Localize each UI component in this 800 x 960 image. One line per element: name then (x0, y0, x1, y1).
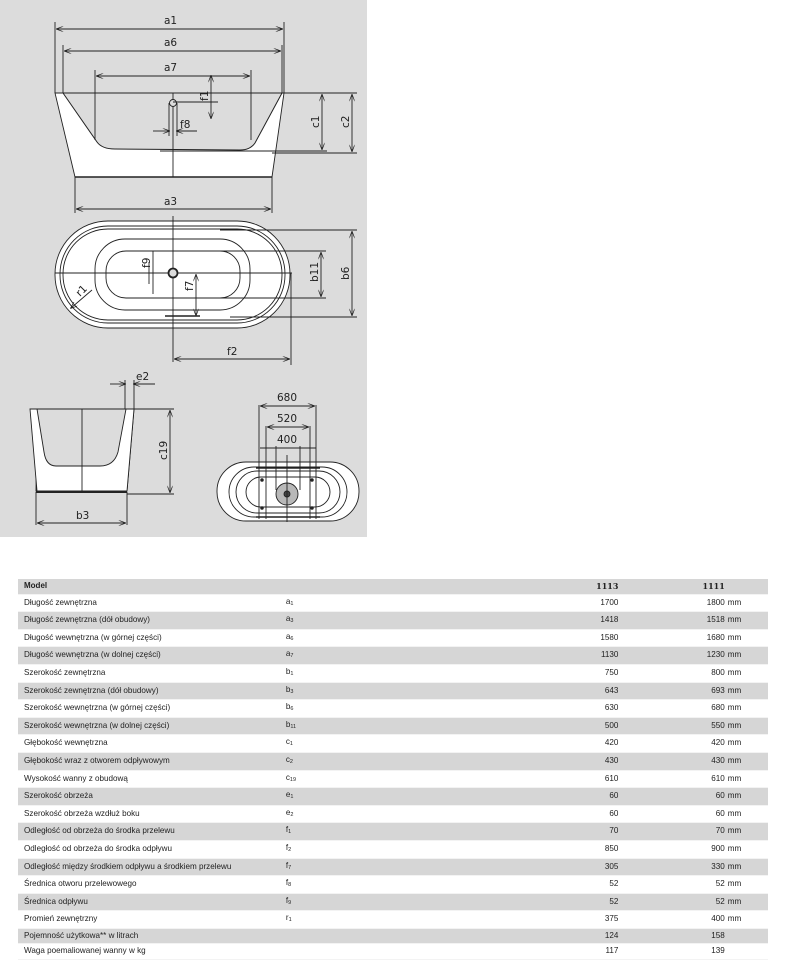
row-symbol (284, 612, 479, 630)
value-1113: 52 (479, 893, 619, 911)
table-row (18, 664, 768, 682)
table-row (18, 893, 768, 911)
symbol-letter: f (285, 860, 289, 870)
table-row (18, 928, 768, 944)
table-row (18, 823, 768, 841)
row-symbol (284, 823, 479, 841)
technical-drawing (0, 0, 367, 537)
dim-f1: f1 (199, 90, 211, 101)
value-1111: 1680 (618, 629, 724, 647)
specifications-table (18, 579, 768, 960)
symbol-letter: c (285, 737, 290, 747)
unit: mm (725, 893, 768, 911)
symbol-index: 8 (288, 882, 292, 889)
value-1113: 70 (479, 823, 619, 841)
unit: mm (725, 752, 768, 770)
row-label: Waga poemaliowanej wanny w kg (18, 944, 284, 960)
value-1113: 500 (479, 717, 619, 735)
row-label: Promień zewnętrzny (18, 911, 284, 929)
value-1113: 1700 (479, 594, 619, 612)
row-symbol (284, 893, 479, 911)
row-symbol (284, 664, 479, 682)
value-1111: 60 (618, 788, 724, 806)
value-1111: 330 (618, 858, 724, 876)
row-label: Długość wewnętrzna (w górnej części) (18, 629, 284, 647)
row-symbol (284, 805, 479, 823)
row-symbol (284, 840, 479, 858)
unit: mm (725, 664, 768, 682)
unit: mm (725, 647, 768, 665)
dim-a7: a7 (164, 62, 178, 74)
table-row (18, 647, 768, 665)
unit: mm (725, 717, 768, 735)
row-label: Odległość między środkiem odpływu a środkiem przelewu (18, 858, 284, 876)
symbol-index: 2 (288, 846, 292, 853)
table-row (18, 944, 768, 960)
row-symbol (284, 594, 479, 612)
value-1113: 750 (479, 664, 619, 682)
value-1111: 430 (618, 752, 724, 770)
table-row (18, 629, 768, 647)
table-row (18, 805, 768, 823)
value-1113: 60 (479, 805, 619, 823)
symbol-index: 1 (290, 600, 294, 607)
value-1113: 430 (479, 752, 619, 770)
row-label: Średnica odpływu (18, 893, 284, 911)
symbol-letter: c (285, 772, 290, 782)
unit: mm (725, 858, 768, 876)
symbol-index: 19 (289, 776, 297, 783)
dim-520: 520 (277, 413, 298, 425)
unit: mm (725, 876, 768, 894)
row-label: Odległość od obrzeża do środka przelewu (18, 823, 284, 841)
symbol-letter: e (285, 790, 291, 800)
table-row (18, 911, 768, 929)
unit (725, 928, 768, 944)
unit: mm (725, 823, 768, 841)
row-label: Szerokość obrzeża (18, 788, 284, 806)
table-row (18, 770, 768, 788)
symbol-letter: a (285, 614, 291, 624)
dim-680: 680 (277, 392, 298, 404)
table-row (18, 700, 768, 718)
top-view (55, 216, 357, 365)
row-symbol (284, 700, 479, 718)
value-1111: 139 (618, 944, 724, 960)
row-label: Wysokość wanny z obudową (18, 770, 284, 788)
value-1111: 680 (618, 700, 724, 718)
row-symbol (284, 944, 479, 960)
dim-b3: b3 (76, 510, 90, 522)
row-symbol (284, 911, 479, 929)
unit: mm (725, 805, 768, 823)
row-label: Długość zewnętrzna (dół obudowy) (18, 612, 284, 630)
symbol-index: 1 (288, 829, 292, 836)
value-1111: 800 (618, 664, 724, 682)
symbol-letter: a (285, 631, 291, 641)
table-header-row (18, 579, 768, 594)
value-1113: 52 (479, 876, 619, 894)
value-1111: 158 (618, 928, 724, 944)
dim-c2: c2 (340, 115, 352, 128)
table-row (18, 735, 768, 753)
symbol-index: 1 (290, 794, 294, 801)
unit: mm (725, 911, 768, 929)
row-label: Długość zewnętrzna (18, 594, 284, 612)
value-1113: 1130 (479, 647, 619, 665)
unit: mm (725, 594, 768, 612)
value-1111: 60 (618, 805, 724, 823)
value-1111: 400 (618, 911, 724, 929)
unit: mm (725, 735, 768, 753)
dim-b6: b6 (340, 266, 352, 280)
value-1111: 52 (618, 876, 724, 894)
value-1113: 124 (479, 928, 619, 944)
symbol-index: 1 (290, 670, 294, 677)
symbol-index: 6 (290, 635, 294, 642)
row-label: Długość wewnętrzna (w dolnej części) (18, 647, 284, 665)
value-1111: 1230 (618, 647, 724, 665)
symbol-letter: b (285, 719, 291, 729)
symbol-letter: c (285, 754, 290, 764)
value-1111: 420 (618, 735, 724, 753)
row-symbol (284, 858, 479, 876)
row-label: Szerokość wewnętrzna (w dolnej części) (18, 717, 284, 735)
symbol-letter: b (285, 702, 291, 712)
row-symbol (284, 629, 479, 647)
value-1111: 70 (618, 823, 724, 841)
symbol-index: 2 (289, 758, 293, 765)
dim-a6: a6 (164, 37, 178, 49)
symbol-letter: f (285, 825, 289, 835)
symbol-index: 7 (288, 864, 292, 871)
row-label: Odległość od obrzeża do środka odpływu (18, 840, 284, 858)
dim-c1: c1 (310, 115, 322, 128)
value-1113: 850 (479, 840, 619, 858)
value-1113: 420 (479, 735, 619, 753)
row-symbol (284, 770, 479, 788)
symbol-letter: r (285, 913, 289, 923)
value-1113: 610 (479, 770, 619, 788)
value-1111: 1518 (618, 612, 724, 630)
table-row (18, 682, 768, 700)
table-row (18, 876, 768, 894)
symbol-index: 7 (290, 653, 294, 660)
symbol-index: 9 (288, 899, 292, 906)
dim-a1: a1 (164, 15, 178, 27)
dim-a3: a3 (164, 196, 178, 208)
dim-r1: r1 (73, 282, 90, 300)
row-symbol (284, 735, 479, 753)
value-1111: 900 (618, 840, 724, 858)
symbol-letter: b (285, 666, 291, 676)
symbol-index: 3 (290, 618, 294, 625)
row-symbol (284, 647, 479, 665)
value-1113: 1418 (479, 612, 619, 630)
symbol-letter: f (285, 842, 289, 852)
symbol-letter: a (285, 649, 291, 659)
dim-f2: f2 (227, 346, 238, 358)
unit: mm (725, 682, 768, 700)
table-row (18, 788, 768, 806)
row-symbol (284, 788, 479, 806)
row-label: Szerokość zewnętrzna (dół obudowy) (18, 682, 284, 700)
value-1111: 693 (618, 682, 724, 700)
unit: mm (725, 840, 768, 858)
unit: mm (725, 629, 768, 647)
unit: mm (725, 612, 768, 630)
dim-f8: f8 (180, 119, 191, 131)
table-row (18, 858, 768, 876)
row-label: Głębokość wewnętrzna (18, 735, 284, 753)
table-row (18, 717, 768, 735)
symbol-index: 1 (289, 741, 293, 748)
value-1113: 1580 (479, 629, 619, 647)
value-1111: 1800 (618, 594, 724, 612)
unit (725, 944, 768, 960)
unit: mm (725, 788, 768, 806)
symbol-index: 3 (290, 688, 294, 695)
row-label: Szerokość zewnętrzna (18, 664, 284, 682)
end-view (30, 380, 174, 525)
value-1113: 643 (479, 682, 619, 700)
value-1113: 375 (479, 911, 619, 929)
unit: mm (725, 700, 768, 718)
row-symbol (284, 752, 479, 770)
dim-f7: f7 (184, 280, 196, 291)
symbol-index: 2 (290, 811, 294, 818)
row-label: Szerokość obrzeża wzdłuż boku (18, 805, 284, 823)
symbol-letter: b (285, 684, 291, 694)
table-row (18, 752, 768, 770)
symbol-letter: f (285, 895, 289, 905)
symbol-index: 11 (290, 723, 297, 730)
value-1111: 550 (618, 717, 724, 735)
symbol-letter: f (285, 878, 289, 888)
value-1111: 52 (618, 893, 724, 911)
row-symbol (284, 717, 479, 735)
header-model: Model (18, 579, 284, 594)
symbol-letter: a (285, 596, 291, 606)
dim-400: 400 (277, 434, 298, 446)
dim-e2: e2 (136, 371, 150, 383)
table-row (18, 594, 768, 612)
dim-f9: f9 (141, 257, 153, 268)
symbol-index: 1 (288, 917, 292, 924)
row-symbol (284, 682, 479, 700)
header-model-1113: 1113 (479, 579, 619, 594)
table-row (18, 840, 768, 858)
value-1113: 305 (479, 858, 619, 876)
row-label: Głębokość wraz z otworem odpływowym (18, 752, 284, 770)
symbol-index: 6 (290, 706, 294, 713)
table-row (18, 612, 768, 630)
unit: mm (725, 770, 768, 788)
bathtub-diagram (0, 0, 367, 537)
value-1113: 630 (479, 700, 619, 718)
dim-c19: c19 (158, 440, 170, 460)
row-label: Szerokość wewnętrzna (w górnej części) (18, 700, 284, 718)
row-symbol (284, 876, 479, 894)
value-1111: 610 (618, 770, 724, 788)
row-label: Pojemność użytkowa** w litrach (18, 928, 284, 944)
header-model-1111: 1111 (618, 579, 724, 594)
symbol-letter: e (285, 807, 291, 817)
row-symbol (284, 928, 479, 944)
value-1113: 60 (479, 788, 619, 806)
dim-b11: b11 (309, 261, 321, 282)
value-1113: 117 (479, 944, 619, 960)
row-label: Średnica otworu przelewowego (18, 876, 284, 894)
